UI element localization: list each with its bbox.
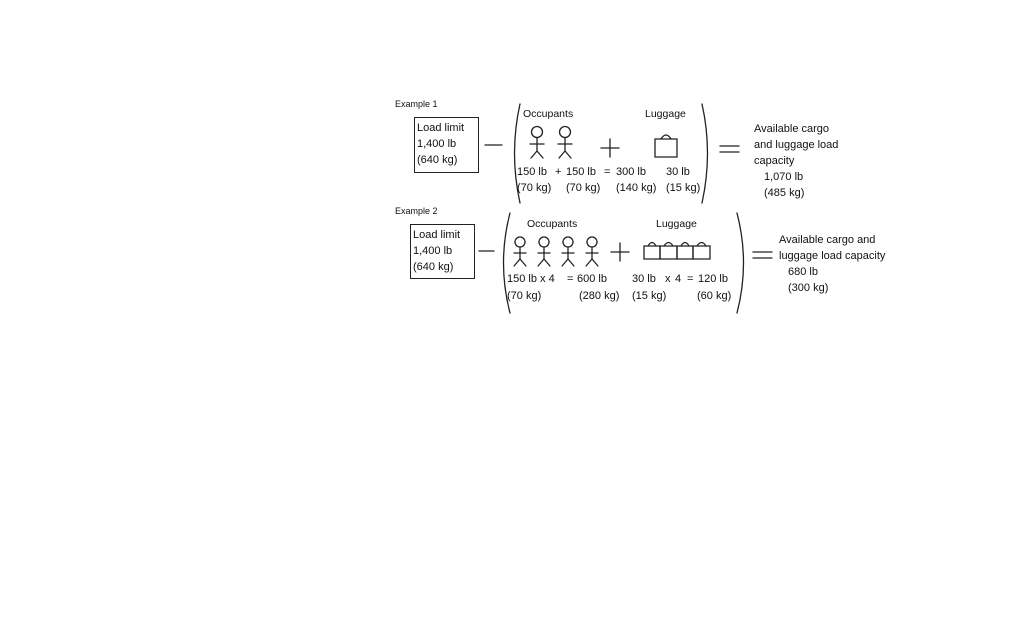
occupant-weight-kg: (70 kg) <box>517 182 552 194</box>
luggage-total-kg: (60 kg) <box>697 290 732 302</box>
load-limit-kg: (640 kg) <box>417 154 458 166</box>
example-title: Example 2 <box>395 206 438 216</box>
result-line: Available cargo <box>754 123 830 135</box>
person-icon <box>562 237 574 266</box>
occupant-weight-lb: 150 lb <box>566 166 596 178</box>
luggage-bag-icon <box>655 135 677 157</box>
occupants-label: Occupants <box>527 218 578 230</box>
equals-sign <box>753 252 772 258</box>
equals-text: = <box>604 166 611 178</box>
luggage-count: 4 <box>675 273 682 285</box>
occupants-total-kg: (140 kg) <box>616 182 657 194</box>
load-limit-box <box>410 224 475 279</box>
load-limit-label: Load limit <box>413 229 461 241</box>
plus-sign <box>601 139 619 157</box>
occupant-weight-lb: 150 lb <box>517 166 547 178</box>
person-icon <box>514 237 526 266</box>
luggage-bag-icon <box>660 243 677 260</box>
luggage-bag-icon <box>677 243 693 260</box>
result-kg: (485 kg) <box>764 187 805 199</box>
result-line: luggage load capacity <box>779 250 886 262</box>
luggage-weight-lb: 30 lb <box>666 166 690 178</box>
load-limit-lb: 1,400 lb <box>417 138 457 150</box>
result-line: and luggage load <box>754 139 839 151</box>
load-limit-box <box>414 117 479 173</box>
occupants-multiplier: 150 lb x 4 <box>507 273 555 285</box>
person-icon <box>538 237 550 266</box>
occupant-weight-kg: (70 kg) <box>507 290 542 302</box>
occupants-total-lb: 600 lb <box>577 273 607 285</box>
load-limit-kg: (640 kg) <box>413 261 454 273</box>
luggage-label: Luggage <box>645 108 686 120</box>
luggage-label: Luggage <box>656 218 697 230</box>
occupants-total-kg: (280 kg) <box>579 290 620 302</box>
person-icon <box>586 237 598 266</box>
occupants-total-lb: 300 lb <box>616 166 646 178</box>
right-bracket <box>737 213 744 313</box>
result-capacity <box>779 232 885 296</box>
example-title: Example 1 <box>395 99 438 109</box>
equals-text: = <box>567 273 574 285</box>
result-kg: (300 kg) <box>788 282 829 294</box>
plus-text: + <box>555 166 562 178</box>
result-lb: 680 lb <box>788 266 818 278</box>
result-line: Available cargo and <box>779 234 876 246</box>
times-text: x <box>665 273 671 285</box>
luggage-bag-icon <box>693 243 710 260</box>
person-icon <box>558 127 572 159</box>
result-line: capacity <box>754 155 795 167</box>
luggage-weight-kg: (15 kg) <box>632 290 667 302</box>
load-limit-lb: 1,400 lb <box>413 245 453 257</box>
luggage-total-lb: 120 lb <box>698 273 728 285</box>
luggage-weight-kg: (15 kg) <box>666 182 701 194</box>
luggage-weight-lb: 30 lb <box>632 273 656 285</box>
equals-sign <box>720 146 739 152</box>
plus-sign <box>611 243 629 261</box>
equals-text: = <box>687 273 694 285</box>
luggage-bag-icon <box>644 243 660 260</box>
right-bracket <box>702 104 708 203</box>
result-lb: 1,070 lb <box>764 171 804 183</box>
load-limit-label: Load limit <box>417 122 465 134</box>
occupant-weight-kg: (70 kg) <box>566 182 601 194</box>
occupants-label: Occupants <box>523 108 574 120</box>
person-icon <box>530 127 544 159</box>
result-capacity <box>754 121 838 201</box>
